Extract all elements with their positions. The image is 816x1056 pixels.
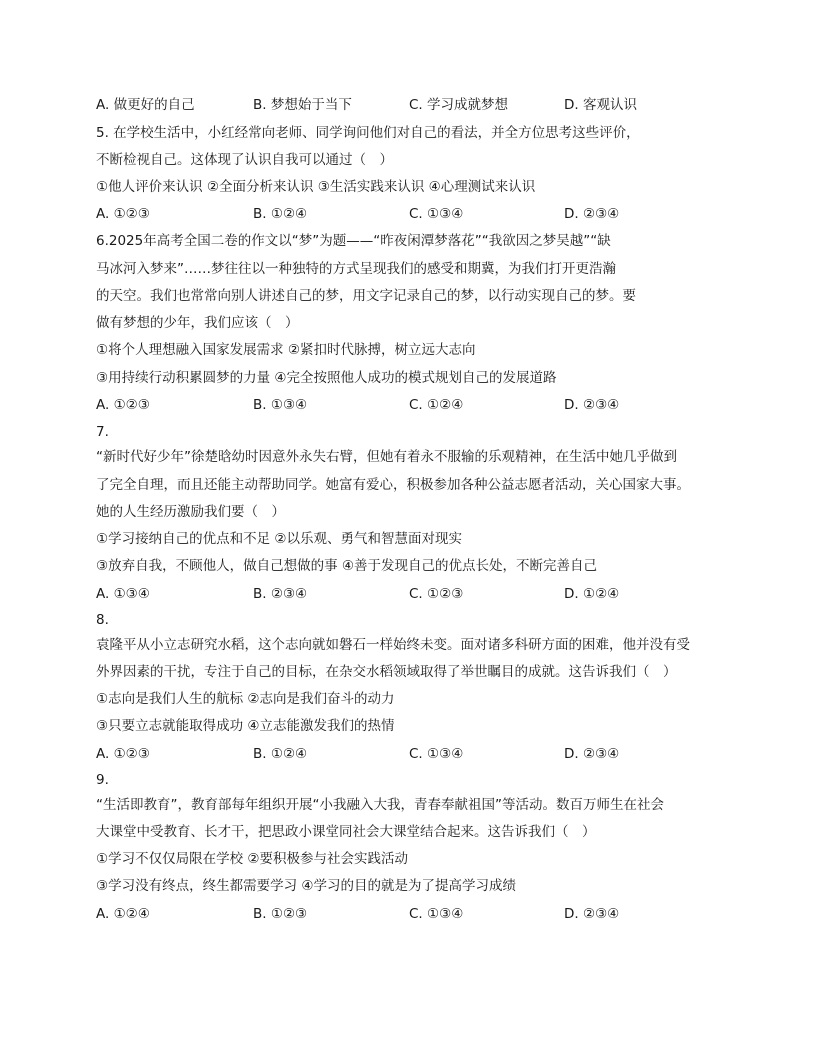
q6-option-c[interactable]: C. ①②④ [409, 397, 464, 413]
q8-stem-line: 袁隆平从小立志研究水稻，这个志向就如磐石一样始终未变。面对诸多科研方面的困难，他并没有受 [96, 637, 690, 653]
q4-option-c[interactable]: C. 学习成就梦想 [409, 97, 509, 113]
q7-stem-line: “新时代好少年”徐楚晗幼时因意外永失右臂，但她有着永不服输的乐观精神，在生活中她几乎做到 [96, 449, 677, 465]
q7-option-b[interactable]: B. ②③④ [253, 586, 308, 602]
q6-stem-line: 的天空。我们也常常向别人讲述自己的梦，用文字记录自己的梦，以行动实现自己的梦。要 [96, 288, 636, 304]
q7-option-a[interactable]: A. ①③④ [96, 586, 150, 602]
q9-number: 9. [96, 772, 109, 788]
q9-statement: ③学习没有终点，终生都需要学习 ④学习的目的就是为了提高学习成绩 [96, 878, 516, 894]
q7-statement: ③放弃自我，不顾他人，做自己想做的事 ④善于发现自己的优点长处，不断完善自己 [96, 558, 597, 574]
q8-stem-line: 外界因素的干扰，专注于自己的目标，在杂交水稻领域取得了举世瞩目的成就。这告诉我们（ ） [96, 664, 677, 680]
q5-stem-line: 5. 在学校生活中，小红经常向老师、同学询问他们对自己的看法，并全方位思考这些评价， [96, 125, 640, 141]
q9-option-c[interactable]: C. ①③④ [409, 906, 464, 922]
q4-option-b[interactable]: B. 梦想始于当下 [253, 97, 352, 113]
q8-option-c[interactable]: C. ①③④ [409, 746, 464, 762]
q8-option-a[interactable]: A. ①②③ [96, 746, 150, 762]
q7-option-c[interactable]: C. ①②③ [409, 586, 464, 602]
q9-option-b[interactable]: B. ①②③ [253, 906, 308, 922]
q6-option-a[interactable]: A. ①②③ [96, 397, 150, 413]
q4-option-a[interactable]: A. 做更好的自己 [96, 97, 195, 113]
q5-option-b[interactable]: B. ①②④ [253, 206, 308, 222]
q6-statement: ①将个人理想融入国家发展需求 ②紧扣时代脉搏，树立远大志向 [96, 342, 476, 358]
q6-option-d[interactable]: D. ②③④ [564, 397, 620, 413]
q9-option-d[interactable]: D. ②③④ [564, 906, 620, 922]
q6-stem-line: 6.2025年高考全国二卷的作文以“梦”为题——“昨夜闲潭梦落花”“我欲因之梦吴越”“缺 [96, 233, 611, 249]
q8-number: 8. [96, 612, 109, 628]
q6-stem-line: 做有梦想的少年，我们应该（ ） [96, 315, 299, 331]
q5-option-c[interactable]: C. ①③④ [409, 206, 464, 222]
q6-statement: ③用持续行动积累圆梦的力量 ④完全按照他人成功的模式规划自己的发展道路 [96, 370, 557, 386]
q5-statements: ①他人评价来认识 ②全面分析来认识 ③生活实践来认识 ④心理测试来认识 [96, 179, 536, 195]
q7-option-d[interactable]: D. ①②④ [564, 586, 620, 602]
q7-stem-line: 她的人生经历激励我们要（ ） [96, 504, 285, 520]
q9-statement: ①学习不仅仅局限在学校 ②要积极参与社会实践活动 [96, 851, 408, 867]
q7-stem-line: 了完全自理，而且还能主动帮助同学。她富有爱心，积极参加各种公益志愿者活动，关心国家大事。 [96, 477, 690, 493]
q7-number: 7. [96, 424, 109, 440]
q5-stem-line: 不断检视自己。这体现了认识自我可以通过（ ） [96, 152, 393, 168]
q6-stem-line: 马冰河入梦来”……梦往往以一种独特的方式呈现我们的感受和期冀，为我们打开更浩瀚 [96, 261, 616, 277]
q5-option-d[interactable]: D. ②③④ [564, 206, 620, 222]
q8-option-b[interactable]: B. ①②④ [253, 746, 308, 762]
q8-option-d[interactable]: D. ②③④ [564, 746, 620, 762]
q6-option-b[interactable]: B. ①③④ [253, 397, 308, 413]
q9-stem-line: “生活即教育”，教育部每年组织开展“小我融入大我，青春奉献祖国”等活动。数百万师生在社会 [96, 797, 664, 813]
q9-stem-line: 大课堂中受教育、长才干，把思政小课堂同社会大课堂结合起来。这告诉我们（ ） [96, 824, 596, 840]
q8-statement: ③只要立志就能取得成功 ④立志能激发我们的热情 [96, 718, 395, 734]
q9-option-a[interactable]: A. ①②④ [96, 906, 150, 922]
q5-option-a[interactable]: A. ①②③ [96, 206, 150, 222]
q4-option-d[interactable]: D. 客观认识 [564, 97, 637, 113]
q7-statement: ①学习接纳自己的优点和不足 ②以乐观、勇气和智慧面对现实 [96, 531, 462, 547]
q8-statement: ①志向是我们人生的航标 ②志向是我们奋斗的动力 [96, 691, 395, 707]
